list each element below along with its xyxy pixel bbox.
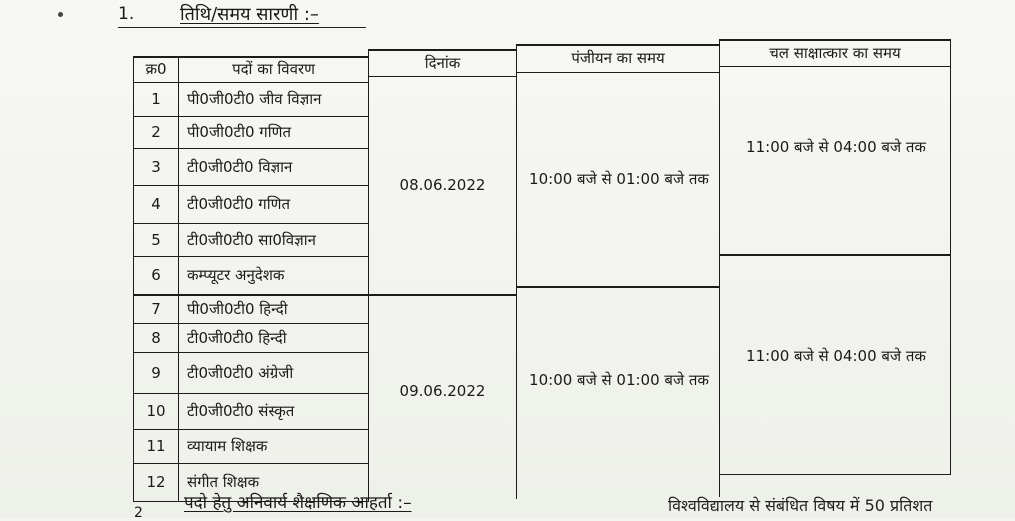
row-serial: 5 (151, 230, 161, 249)
section-title: तिथि/समय सारणी :– (180, 4, 319, 25)
row-post: टी0जी0टी0 गणित (187, 195, 291, 214)
row-serial: 12 (146, 473, 166, 492)
row-serial: 4 (151, 195, 161, 214)
header-serial: क्र0 (145, 60, 167, 79)
group1-registration: 10:00 बजे से 01:00 बजे तक (529, 170, 709, 189)
group2-registration: 10:00 बजे से 01:00 बजे तक (529, 371, 709, 390)
col-line-3 (516, 44, 517, 499)
header-post: पदों का विवरण (232, 60, 315, 79)
group2-interview: 11:00 बजे से 04:00 बजे तक (746, 346, 926, 365)
table-right-border (950, 39, 951, 475)
row-serial: 11 (146, 437, 166, 456)
row-post: टी0जी0टी0 संस्कृत (187, 402, 295, 421)
row-serial: 9 (151, 363, 161, 382)
row-serial: 8 (151, 328, 161, 347)
row-post: टी0जी0टी0 विज्ञान (187, 157, 293, 176)
row-serial: 1 (151, 90, 161, 109)
header-interview: चल साक्षात्कार का समय (769, 43, 901, 62)
header-date: दिनांक (424, 53, 461, 72)
row-serial: 7 (151, 300, 161, 319)
table-bottom-border-right (719, 474, 950, 475)
group2-date: 09.06.2022 (399, 381, 486, 400)
row-post: संगीत शिक्षक (187, 473, 260, 492)
group1-date: 08.06.2022 (399, 176, 486, 195)
row-post: टी0जी0टी0 हिन्दी (187, 328, 287, 347)
group1-interview: 11:00 बजे से 04:00 बजे तक (746, 137, 926, 156)
header-registration: पंजीयन का समय (571, 49, 665, 68)
row-post: कम्प्यूटर अनुदेशक (187, 266, 285, 285)
row-post: पी0जी0टी0 जीव विज्ञान (187, 90, 322, 109)
row-post: टी0जी0टी0 अंग्रेजी (187, 363, 294, 382)
row-post: पी0जी0टी0 गणित (187, 123, 291, 142)
col-line-4 (719, 39, 720, 497)
row-post: पी0जी0टी0 हिन्दी (187, 300, 288, 319)
row-post: व्यायाम शिक्षक (187, 437, 268, 456)
section-number: 1. (118, 4, 135, 24)
row-serial: 10 (146, 402, 166, 421)
footer-heading: पदो हेतु अनिवार्य शैक्षणिक आहर्ता :– (184, 493, 412, 513)
footer-number: 2 (134, 505, 143, 521)
row-post: टी0जी0टी0 सा0विज्ञान (187, 230, 316, 249)
row-serial: 3 (151, 157, 161, 176)
footer-partial-text: विश्वविद्यालय से संबंधित विषय में 50 प्रतिशत (668, 496, 933, 515)
row-serial: 6 (151, 266, 161, 285)
row-serial: 2 (151, 123, 161, 142)
